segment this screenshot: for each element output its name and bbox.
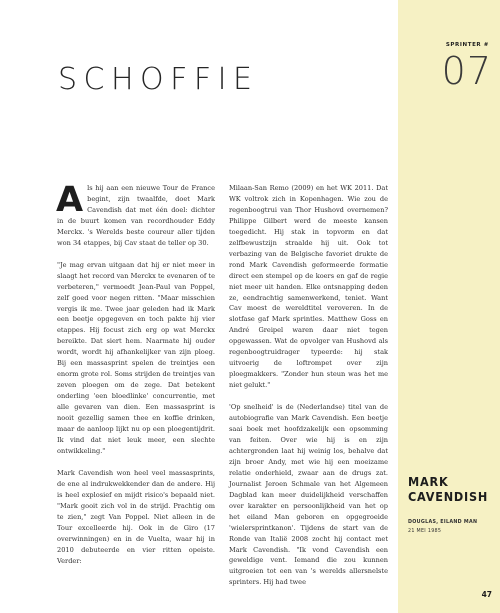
paragraph: Milaan-San Remo (2009) en het WK 2011. Dat WK voltrok zich in Kopenhagen. Wie zou de regenboogtrui van Thor Hushovd overnemen? Philippe Gilbert werd de meeste kansen toegedicht. Hij stak in topvorm en dat zelfbewustzijn straalde hij uit. Ook tot verbazing van de Belgische favoriet drukte de rond Mark Cavendish geformeerde formatie direct een stempel op de koers en gaf de regie niet meer uit handen. Elke ontsnapping deden ze, eendrachtig samenwerkend, teniet. Want Cav moest de wereldtitel veroveren. In de slotfase gaf Mark sprintles. Matthew Goss en André Greipel waren daar niet tegen opgewassen. Wat de opvolger van Hushovd als regenboogtruidrager typeerde: hij stak uitvoerig de loftrompet over zijn ploegmakkers. "Zonder hun steun was het me niet gelukt.": [229, 184, 388, 390]
paragraph: "Je mag ervan uitgaan dat hij er niet meer in slaagt het record van Merckx te evenaren of te verbeteren," vermoedt Jean-Paul van Poppel, zelf goed voor negen ritten. "Maar misschien vergis ik me. Twee jaar geleden had ik Mark een beetje opgegeven en toch pakte hij vier etappes. Hij focust zich erg op wat Merckx bereikte. Dat siert hem. Naarmate hij ouder wordt, wordt hij afhankelijker van zijn ploeg. Bij een massasprint spelen de treintjes een enorm grote rol. Soms strijden de treintjes van zeven ploegen om de zege. Dat betekent onderling 'een bloedlinke' concurrentie, met alle gevaren van dien. Een massasprint is nooit gezellig samen thee en koffie drinken, maar de aanloop lijkt nu op een ploegentijdrit. Ik vind dat niet leuk meer, een slechte ontwikkeling.": [57, 260, 215, 455]
article-column-1: [56, 180, 215, 577]
page-title: SCHOFFIE: [58, 62, 259, 97]
sprinter-label: SPRINTER #: [445, 42, 489, 48]
rider-name: [408, 474, 492, 504]
paragraph: Mark Cavendish won heel veel massasprints, de ene al indrukwekkender dan de andere. Hij is heel explosief en mijdt risico's bepaald niet. "Mark gooit zich vol in de strijd. Prachtig om te zien," zegt Van Poppel. Niet alleen in de Tour excelleerde hij. Ook in de Giro (17 overwinningen) en in de Vuelta, waar hij in 2010 debuteerde en vier ritten opeiste. Verder:: [57, 468, 215, 565]
rider-first-name: MARK: [408, 474, 449, 489]
article-column-2: [229, 183, 388, 599]
drop-cap: A: [56, 180, 84, 220]
sprinter-number: 07: [441, 49, 492, 93]
paragraph: 'Op snelheid' is de (Nederlandse) titel van de autobiografie van Mark Cavendish. Een beetje saai boek met hoofdzakelijk een opsomming van feiten. Over wie hij is en zijn achtergronden laat hij weinig los, behalve dat zijn broer Andy, met wie hij een moeizame relatie onderhield, zwaar aan de drugs zat. Journalist Jeroen Schmale van het Algemeen Dagblad kan meer duidelijkheid verschaffen over karakter en persoonlijkheid van het op het eiland Man geboren en opgegroeide 'wielersprintkanon'. Tijdens de start van de Ronde van Italië 2008 zocht hij contact met Mark Cavendish. "Ik vond Cavendish een geweldige vent. Iemand die zou kunnen uitgroeien tot een van 's werelds allersnelste sprinters. Hij had twee: [229, 403, 388, 587]
rider-last-name: CAVENDISH: [408, 489, 489, 504]
birthplace: DOUGLAS, EILAND MAN: [408, 520, 478, 525]
paragraph: [56, 180, 215, 249]
paragraph-text: ls hij aan een nieuwe Tour de France begint, zijn twaalfde, doet Mark Cavendish dat met één doel: dichter in de buurt komen van recordhouder Eddy Merckx. 's Werelds beste coureur aller tijden won 34 etappes, bij Cav staat de teller op 30.: [57, 184, 215, 247]
page-number: 47: [481, 590, 492, 599]
birth-date: 21 MEI 1985: [408, 529, 442, 534]
